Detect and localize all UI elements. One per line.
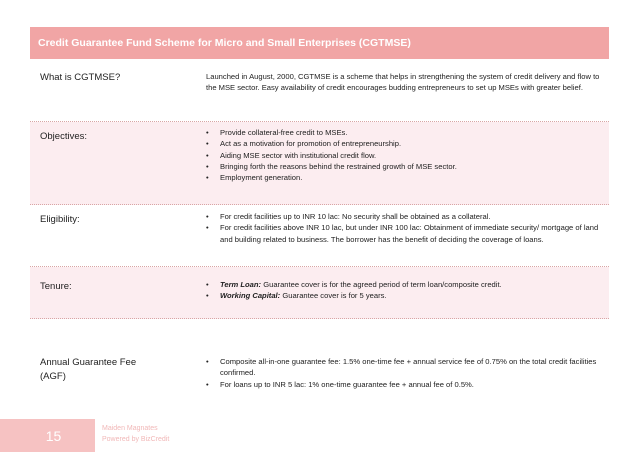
bullet-icon: •	[206, 139, 209, 149]
bullet-icon: •	[206, 173, 209, 183]
bullet-icon: •	[206, 150, 209, 160]
footer-branding	[102, 423, 169, 445]
bullet-icon: •	[206, 212, 209, 221]
row-label: Annual Guarantee Fee (AGF)	[40, 357, 137, 382]
list-item: • Aiding MSE sector with institutional credit flow.	[206, 150, 377, 160]
bullet-icon: •	[206, 379, 209, 389]
row-label: Tenure:	[40, 281, 72, 292]
bullet-icon: •	[206, 128, 209, 137]
page-title: Credit Guarantee Fund Scheme for Micro and Small Enterprises (CGTMSE)	[38, 37, 411, 49]
bullet-icon: •	[206, 291, 209, 301]
bullet-icon: •	[206, 357, 209, 366]
objectives-list	[206, 127, 604, 183]
list-item: • For credit facilities up to INR 10 lac: No security shall be obtained as a collateral.	[206, 212, 491, 221]
list-item: • Provide collateral-free credit to MSEs.	[206, 128, 348, 137]
row-eligibility	[30, 205, 609, 267]
bullet-icon: •	[206, 280, 209, 289]
bullet-icon: •	[206, 223, 209, 233]
row-label: Objectives:	[40, 131, 87, 142]
row-description	[206, 71, 604, 94]
row-label: What is CGTMSE?	[40, 72, 121, 83]
footer-brand-name: Maiden Magnates	[102, 425, 158, 432]
eligibility-list	[206, 211, 604, 245]
description-text: Launched in August, 2000, CGTMSE is a scheme that helps in strengthening the system of credit delivery and flow to the MSE sector. Easy availability of credit encourages budding entrepreneurs to set up MSEs with greater belief.	[206, 72, 600, 93]
page-number: 15	[45, 427, 62, 444]
row-objectives	[30, 122, 609, 205]
list-item: • Composite all-in-one guarantee fee: 1.5% one-time fee + annual service fee of 0.75% on the total credit facilities confirmed.	[206, 357, 597, 378]
list-item: • Term Loan: Guarantee cover is for the agreed period of term loan/composite credit.	[206, 280, 502, 289]
row-what-is-cgtmse	[30, 59, 609, 122]
row-label: Eligibility:	[40, 214, 80, 225]
tenure-list	[206, 279, 604, 302]
footer-powered-by: Powered by BizCredit	[102, 436, 170, 443]
row-tenure	[30, 267, 609, 319]
list-item: • For credit facilities above INR 10 lac, but under INR 100 lac: Obtainment of immediate security/ mortgage of land and building related to business. The borrower has the benefit of deciding the coverage of loans.	[206, 223, 599, 244]
row-annual-guarantee-fee	[30, 319, 609, 409]
page-header-banner	[30, 27, 609, 59]
bullet-icon: •	[206, 161, 209, 171]
list-item: • Act as a motivation for promotion of entrepreneurship.	[206, 139, 402, 149]
list-item: • Working Capital: Guarantee cover is for 5 years.	[206, 291, 387, 301]
fee-list	[206, 356, 604, 390]
list-item: • Bringing forth the reasons behind the restrained growth of MSE sector.	[206, 161, 457, 171]
list-item: • For loans up to INR 5 lac: 1% one-time guarantee fee + annual fee of 0.5%.	[206, 379, 474, 389]
list-item: • Employment generation.	[206, 173, 303, 183]
page-number-badge	[0, 419, 95, 452]
